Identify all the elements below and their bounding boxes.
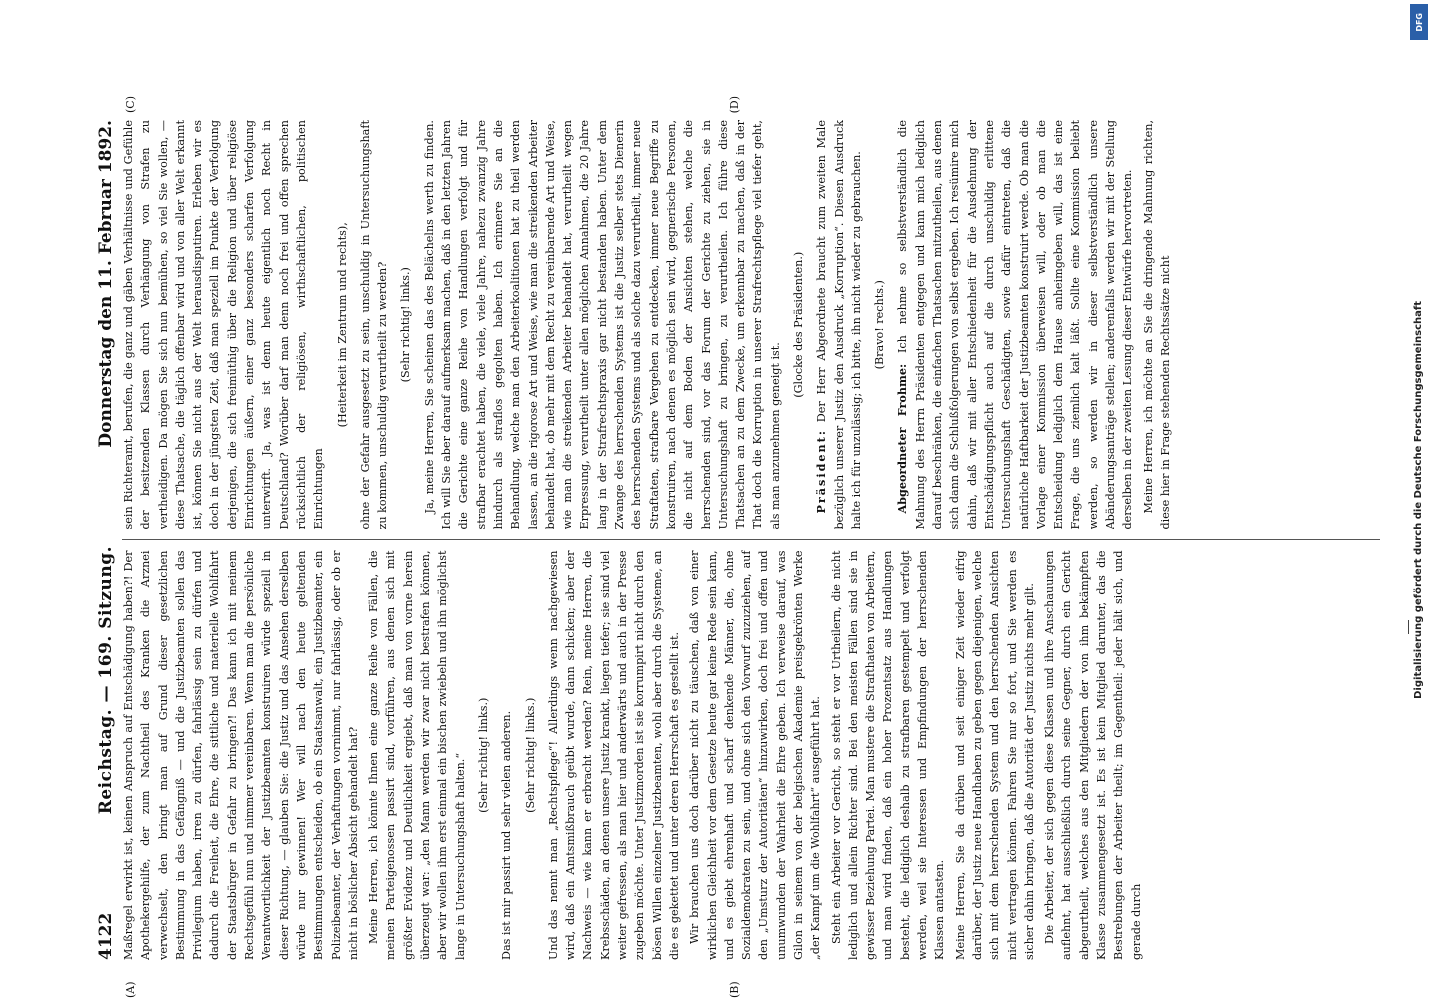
column-left (120, 551, 1380, 961)
running-header (84, 120, 116, 960)
page-number: 4122 (96, 912, 116, 960)
interjection: (Bravo! rechts.) (873, 280, 887, 370)
paragraph: Steht ein Arbeiter vor Gericht, so steht er vor Urtheilern, die nicht lediglich und allein Richter sind. Bei den meisten Fällen sind sie in gewisser Beziehung Partei. Man mustere die Strafthaten von Arbeitern, und man wird finden, daß ein hoher Prozentsatz aus Handlungen besteht, die lediglich deshalb zu strafbaren gestempelt und verfolgt werden, weil sie Interessen und Empfindungen der herrschenden Klassen antasten. (829, 550, 947, 960)
paragraph: sein Richteramt, berufen, die ganz und gäben Verhältnisse und Gefühle der besitzenden Klassen durch Verhängung von Strafen zu vertheidigen. Da mögen Sie sich nun bemühen, so viel Sie wollen, — diese Thatsache, die täglich offenbar wird und von aller Welt erkannt ist, können Sie nicht aus der Welt herausdisputiren. Erleben wir es doch in der jüngsten Zeit, daß man speziell im Punkte der Verfolgung derjenigen, die sich freimüthig über die Religion und über religiöse Einrichtungen äußern, einer ganz besonders scharfen Verfolgung unterwirft. Ja, was ist denn heute eigentlich noch Recht in Deutschland? Worüber darf man denn noch frei und offen sprechen rücksichtlich der religiösen, wirthschaftlichen, politischen Einrichtungen (122, 120, 326, 530)
credit-text: Digitalisierung gefördert durch die Deutsche Forschungsgemeinschaft (1412, 301, 1424, 699)
paragraph: Und das nennt man „Rechtspflege“! Allerdings wenn nachgewiesen wird, daß ein Amtsmißbrauch geübt wurde, dann schicken; aber der Nachweis — wie kann er erbracht werden? Rein, meine Herren, die Krebsschäden, an denen unsere Justiz krankt, liegen tiefer; sie sind viel weiter gefressen, als man hier und anderwärts und auch in der Presse zugeben möchte. Unter Justizmorden ist sie korrumpirt nicht durch den bösen Willen einzelner Justizbeamten, wohl aber durch die Systeme, an die es gekettet und unter deren Herrschaft es gestellt ist. (546, 550, 681, 960)
margin-mark-b: (B) (728, 981, 741, 998)
column-divider (122, 540, 1380, 541)
paragraph: Meine Herren, Sie da drüben und seit einiger Zeit wieder eifrig darüber, der Justiz neue Handhaben zu geben gegen diejenigen, welche sich mit dem herrschenden System und den herrschenden Ansichten nicht vertragen können. Fahren Sie nur so fort, und Sie werden es sicher dahin bringen, daß die Autorität der Justiz nichts mehr gilt. (953, 550, 1036, 960)
header-session: Reichstag. — 169. Sitzung. (96, 545, 116, 815)
interjection: (Sehr richtig! links.) (476, 697, 490, 813)
column-right (120, 120, 1380, 530)
interjection: (Sehr richtig! links.) (399, 267, 413, 383)
paragraph: Das ist mir passirt und sehr vielen anderen. (500, 710, 514, 960)
paragraph: Ja, meine Herren, Sie scheinen das des Belächelns werth zu finden. Ich will Sie aber darauf aufmerksam machen, daß in den letzten Jahren die Gerichte eine ganze Reihe von Handlungen verfolgt und für strafbar erachtet haben, die viele, viele Jahre, nahezu zwanzig Jahre hindurch als straflos gegolten haben. Ich erinnere Sie an die Behandlung, welche man den Arbeiterkoalitionen hat zu theil werden lassen, an die rigorose Art und Weise, wie man die streikenden Arbeiter behandelt hat, ob mehr mit dem Recht zu vereinbarende Art und Weise, wie man die streikenden Arbeiter behandelt hat, verurtheilt wegen Erpressung, verurtheilt unter allen möglichen Annahmen, die 20 Jahre lang in der Strafrechtspraxis gar nicht bestanden haben. Unter dem Zwange des herrschenden Systems ist die Justiz selber stets Dienerin des herrschenden Systems und als solche dazu verurtheilt, immer neue Straftaten, strafbare Vergehen zu entdecken, immer neue Begriffe zu konstruiren, nach denen es möglich sein wird, gegnerische Personen, die nicht auf dem Boden der Ansichten stehen, welche die herrschenden sind, vor das Forum der Gerichte zu ziehen, sie in Untersuchungshaft zu bringen, zu verurtheilen. Ich führe diese Thatsachen an zu dem Zwecke, um erkennbar zu machen, daß in der That doch die Korruption in unserer Strafrechtspflege viel tiefer geht, als man anzunehmen geneigt ist. (422, 120, 782, 530)
header-date: Donnerstag den 11. Februar 1892. (96, 120, 116, 448)
paragraph (894, 120, 1136, 530)
speech-text: Der Herr Abgeordnete braucht zum zweiten Male bezüglich unserer Justiz den Ausdruck „Korruption“. Diesen Ausdruck halte ich für unzulässig; ich bitte, ihn nicht wieder zu gebrauchen. (815, 120, 863, 530)
speaker-name: Präsident: (814, 429, 829, 514)
paragraph: Meine Herren, ich könnte Ihnen eine ganze Reihe von Fällen, die meinen Parteigenossen passirt sind, vorführen, aus denen sich mit größter Evidenz und Deutlichkeit ergiebt, daß man von vorne herein überzeugt war: „den Mann werden wir zwar nicht bestrafen können, aber wir wollen ihm erst einmal ein bischen zwiebeln und ihn möglichst lange in Untersuchungshaft halten.“ (367, 550, 467, 960)
scanned-page (28, 0, 1400, 1000)
speaker-name: Abgeordneter Frohme: (895, 363, 910, 514)
margin-mark-c: (C) (124, 96, 137, 113)
paragraph (813, 120, 865, 530)
margin-mark-a: (A) (124, 981, 137, 998)
speech-text: Ich nehme so selbstverständlich die Mahnung des Herrn Präsidenten entgegen und kann mich lediglich darauf beschränken, die einfachen Thatsachen mitzutheilen, aus denen sich dann die Schlußfolgerungen von selbst ergeben. Ich resümire mich dahin, daß wir mit aller Entschiedenheit für die Ausdehnung der Entschädigungspflicht auch auf die durch unschuldig erlittene Untersuchungshaft Geschädigten, sowie dafür eintreten, daß die natürliche Haftbarkeit der Justizbeamten konstruirt werde. Ob man die Vorlage einer Kommission überweisen will, oder ob man die Entscheidung lediglich dem Hause anheimgeben will, das ist eine Frage, die uns ziemlich kalt läßt. Sollte eine Kommission beliebt werden, so werden wir in dieser selbstverständlich unsere Abänderungsanträge stellen; anderenfalls werden wir mit der Stellung derselben in der zweiten Lesung dieser Entwürfe hervortreten. (896, 120, 1135, 530)
text-columns (120, 120, 1380, 960)
interjection: (Heiterkeit im Zentrum und rechts), (335, 222, 349, 428)
paragraph: Die Arbeiter, der sich gegen diese Klassen und ihre Anschauungen auflehnt, hat ausschließlich durch seine Gegner, durch ein Gericht abgeurtheilt, welches aus den Mitgliedern der von ihm bekämpften Klasse zusammengesetzt ist. Es ist kein Mitglied darunter, das die Bestrebungen der Arbeiter theilt; im Gegentheil: jeder hält sich, und gerade durch (1043, 550, 1143, 960)
interjection: (Glocke des Präsidenten.) (791, 251, 805, 398)
interjection: (Sehr richtig! links.) (523, 697, 537, 813)
paragraph: Wir brauchen uns doch darüber nicht zu täuschen, daß von einer wirklichen Gleichheit vor dem Gesetze heute gar keine Rede sein kann, und es giebt ehrenhaft und scharf denkende Männer, die, ohne Sozialdemokraten zu sein, und ohne sich den Vorwurf zuzuziehen, auf den „Umsturz der Autoritäten“ hinzuwirken, doch frei und offen und unumwunden der Wahrheit die Ehre geben. Ich verweise darauf, was Gilon in seinem von der belgischen Akademie preisgekrönten Werke „der Kampf um die Wohlfahrt“ ausgeführt hat. (688, 550, 823, 960)
dfg-logo: DFG (1410, 4, 1428, 40)
paragraph: Maßregel erwirkt ist, keinen Anspruch auf Entschädigung haben?! Der Apothekergehilfe, der zum Nachtheil des Kranken die Arznei verwechselt, den bringt man auf Grund dieser gesetzlichen Bestimmung in das Gefängniß — und die Justizbeamten sollen das Privilegium haben, irren zu dürfen, fahrlässig sein zu dürfen und dadurch die Freiheit, die Ehre, die sittliche und materielle Wohlfahrt der Staatsbürger in Gefahr zu bringen?! Das kann ich mit meinem Rechtsgefühl nun und nimmer vereinbaren. Wenn man die persönliche Verantwortlichkeit der Justizbeamten konstruiren würde speziell in dieser Richtung, — glauben Sie: die Justiz und das Ansehen derselben würde nur gewinnen! Wer will nach den heute geltenden Bestimmungen entscheiden, ob ein Staatsanwalt, ein Justizbeamter, ein Polizeibeamter, der Verhaftungen vornimmt, nur fahrlässig, oder ob er nicht in böslicher Absicht gehandelt hat? (122, 550, 360, 960)
margin-mark-d: (D) (728, 96, 741, 114)
paragraph: ohne der Gefahr ausgesetzt zu sein, unschuldig in Untersuchungshaft zu kommen, unschuldig verurtheilt zu werden? (358, 120, 390, 530)
paragraph: Meine Herren, ich möchte an Sie die dringende Mahnung richten, diese hier in Frage stehenden Rechtssätze nicht (1141, 120, 1172, 530)
